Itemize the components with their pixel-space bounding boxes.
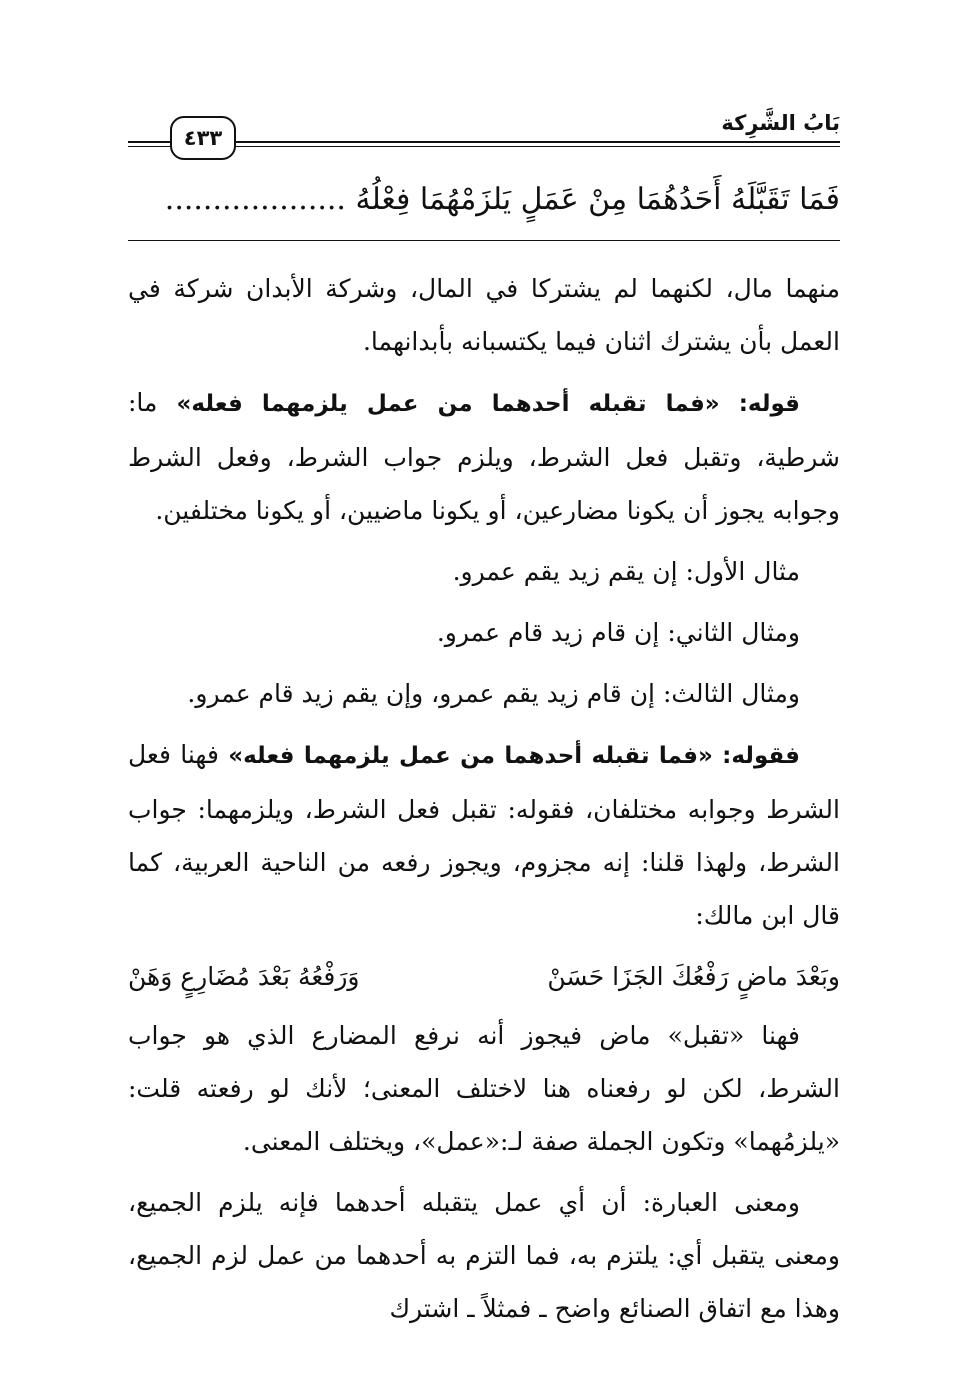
matn-dots: ................... [164, 182, 346, 217]
poetry-verse [128, 950, 840, 1003]
paragraph-2-quote: «فما تقبله أحدهما من عمل يلزمهما فعله» [176, 391, 720, 417]
paragraph-1: منهما مال، لكنهما لم يشتركا في المال، وشركة الأبدان شركة في العمل بأن يشترك اثنان فيما يكتسبانه بأبدانهما. [128, 274, 840, 356]
matn-line [128, 170, 840, 230]
matn-divider [128, 240, 840, 241]
paragraph-7: فهنا «تقبل» ماض فيجوز أنه نرفع المضارع الذي هو جواب الشرط، لكن لو رفعناه هنا لاختلف المعنى؛ لأنك لو رفعته قلت: «يلزمُهما» وتكون الجملة صفة لـ:«عمل»، ويختلف المعنى. [128, 1021, 840, 1156]
paragraph-2-lead: قوله: [738, 391, 800, 417]
page-number: ٤٣٣ [170, 116, 236, 160]
paragraph-8: ومعنى العبارة: أن أي عمل يتقبله أحدهما فإنه يلزم الجميع، ومعنى يتقبل أي: يلتزم به، فما التزم به أحدهما من عمل لزم الجميع، وهذا مع اتفاق الصنائع واضح ـ فمثلاً ـ اشترك [128, 1188, 840, 1323]
paragraph-6-text: فهنا فعل الشرط وجوابه مختلفان، فقوله: تقبل فعل الشرط، ويلزمهما: جواب الشرط، ولهذا قلنا: إنه مجزوم، ويجوز رفعه من الناحية العربية، كما قال ابن مالك: [128, 740, 840, 930]
paragraph-2 [128, 376, 840, 537]
commentary-body [128, 262, 840, 1343]
paragraph-3: مثال الأول: إن يقم زيد يقم عمرو. [452, 557, 800, 586]
paragraph-2-text: ما: شرطية، وتقبل فعل الشرط، ويلزم جواب الشرط، وفعل الشرط وجوابه يجوز أن يكونا مضارعين، أو يكونا ماضيين، أو يكونا مختلفين. [128, 388, 840, 525]
verse-second-hemistich: وَرَفْعُهُ بَعْدَ مُضَارِعٍ وَهَنْ [128, 962, 360, 991]
chapter-title: بَابُ الشَّرِكة [721, 111, 840, 135]
matn-text: فَمَا تَقَبَّلَهُ أَحَدُهُمَا مِنْ عَمَلٍ يَلزَمْهُمَا فِعْلُهُ [355, 182, 840, 217]
paragraph-6 [128, 728, 840, 942]
verse-first-hemistich: وبَعْدَ ماضٍ رَفْعُكَ الجَزَا حَسَنْ [547, 962, 840, 991]
running-header [128, 108, 840, 160]
paragraph-6-lead: فقوله: [722, 743, 800, 769]
paragraph-6-quote: «فما تقبله أحدهما من عمل يلزمهما فعله» [228, 743, 713, 769]
paragraph-5: ومثال الثالث: إن قام زيد يقم عمرو، وإن يقم زيد قام عمرو. [187, 679, 800, 708]
paragraph-4: ومثال الثاني: إن قام زيد قام عمرو. [436, 618, 800, 647]
